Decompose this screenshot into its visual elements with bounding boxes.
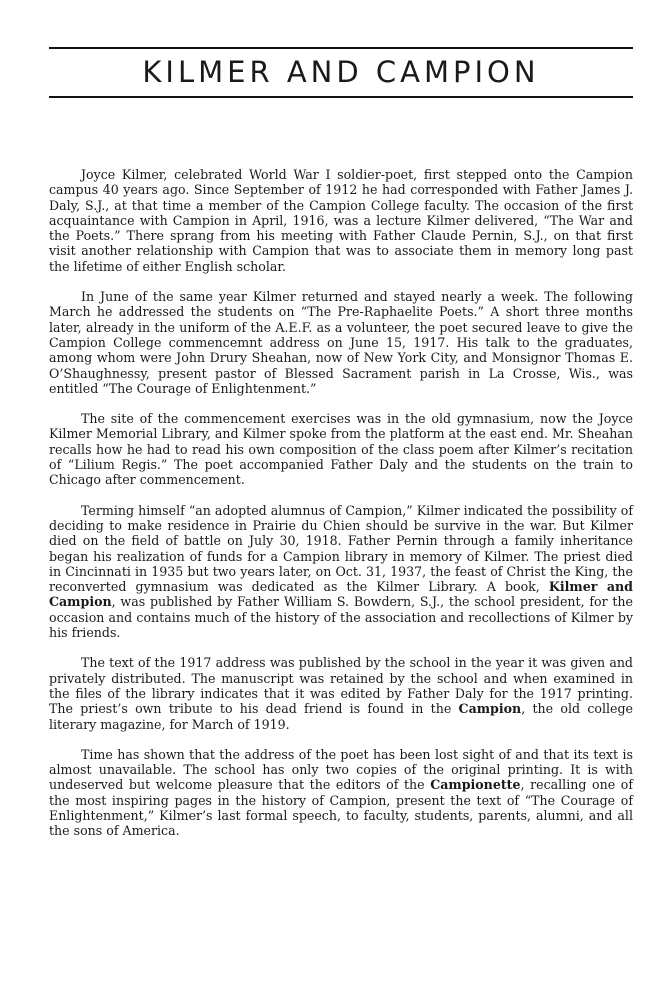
- paragraph-5: [49, 655, 633, 731]
- paragraph-6: [49, 747, 633, 839]
- paragraph-4-text-after: , was published by Father William S. Bowdern, S.J., the school president, for the occasion and contains much of the history of the association and recollections of Kilmer by his friends.: [49, 594, 633, 641]
- magazine-title: Campion: [458, 701, 522, 717]
- article-body: [49, 167, 633, 854]
- paragraph-1: Joyce Kilmer, celebrated World War I soldier-poet, first stepped onto the Campion campus 40 years ago. Since September of 1912 he had corresponded with Father James J. Daly, S.J., at that time a member of the Campion College faculty. The occasion of the first acquaintance with Campion in April, 1916, was a lecture Kilmer delivered, “The War and the Poets.” There sprang from his meeting with Father Claude Pernin, S.J., on that first visit another relationship with Campion that was to associate them in memory long past the lifetime of either English scholar.: [49, 167, 633, 274]
- title-top-rule: [49, 47, 633, 49]
- paragraph-6-text-after: , recalling one of the most inspiring pages in the history of Campion, present the text of “The Courage of Enlightenment,” Kilmer’s last formal speech, to faculty, students, parents, alumni, and all the sons of America.: [49, 777, 633, 839]
- paragraph-5-text-before: The text of the 1917 address was published by the school in the year it was given and privately distributed. The manuscript was retained by the school and when examined in the files of the library indicates that it was edited by Father Daly for the 1917 printing. The priest’s own tribute to his dead friend is found in the: [49, 655, 633, 717]
- paragraph-5-text-after: , the old college literary magazine, for March of 1919.: [49, 701, 633, 732]
- paragraph-4: [49, 503, 633, 641]
- paragraph-2: In June of the same year Kilmer returned and stayed nearly a week. The following March he addressed the students on “The Pre-Raphaelite Poets.” A short three months later, already in the uniform of the A.E.F. as a volunteer, the poet secured leave to give the Campion College commencemnt address on June 15, 1917. His talk to the graduates, among whom were John Drury Sheahan, now of New York City, and Monsignor Thomas E. O’Shaughnessy, present pastor of Blessed Sacrament parish in La Crosse, Wis., was entitled “The Courage of Enlightenment.”: [49, 289, 633, 396]
- paragraph-4-text-before: Terming himself “an adopted alumnus of Campion,” Kilmer indicated the possibility of deciding to make residence in Prairie du Chien should be survive in the war. But Kilmer died on the field of battle on July 30, 1918. Father Pernin through a family inheritance began his realization of funds for a Campion library in memory of Kilmer. The priest died in Cincinnati in 1935 but two years later, on Oct. 31, 1937, the feast of Christ the King, the reconverted gymnasium was dedicated as the Kilmer Library. A book,: [49, 502, 633, 595]
- title-bottom-rule: [49, 96, 633, 98]
- book-title: Kilmer and Campion: [49, 579, 633, 610]
- publication-title: Campionette: [430, 777, 521, 793]
- page-title: KILMER AND CAMPION: [142, 55, 540, 89]
- paragraph-3: The site of the commencement exercises was in the old gymnasium, now the Joyce Kilmer Memorial Library, and Kilmer spoke from the platform at the east end. Mr. Sheahan recalls how he had to read his own composition of the class poem after Kilmer’s recitation of “Lilium Regis.” The poet accompanied Father Daly and the students on the train to Chicago after commencement.: [49, 411, 633, 488]
- paragraph-6-text-before: Time has shown that the address of the poet has been lost sight of and that its text is almost unavailable. The school has only two copies of the original printing. It is with undeserved but welcome pleasure that the editors of the: [49, 746, 633, 793]
